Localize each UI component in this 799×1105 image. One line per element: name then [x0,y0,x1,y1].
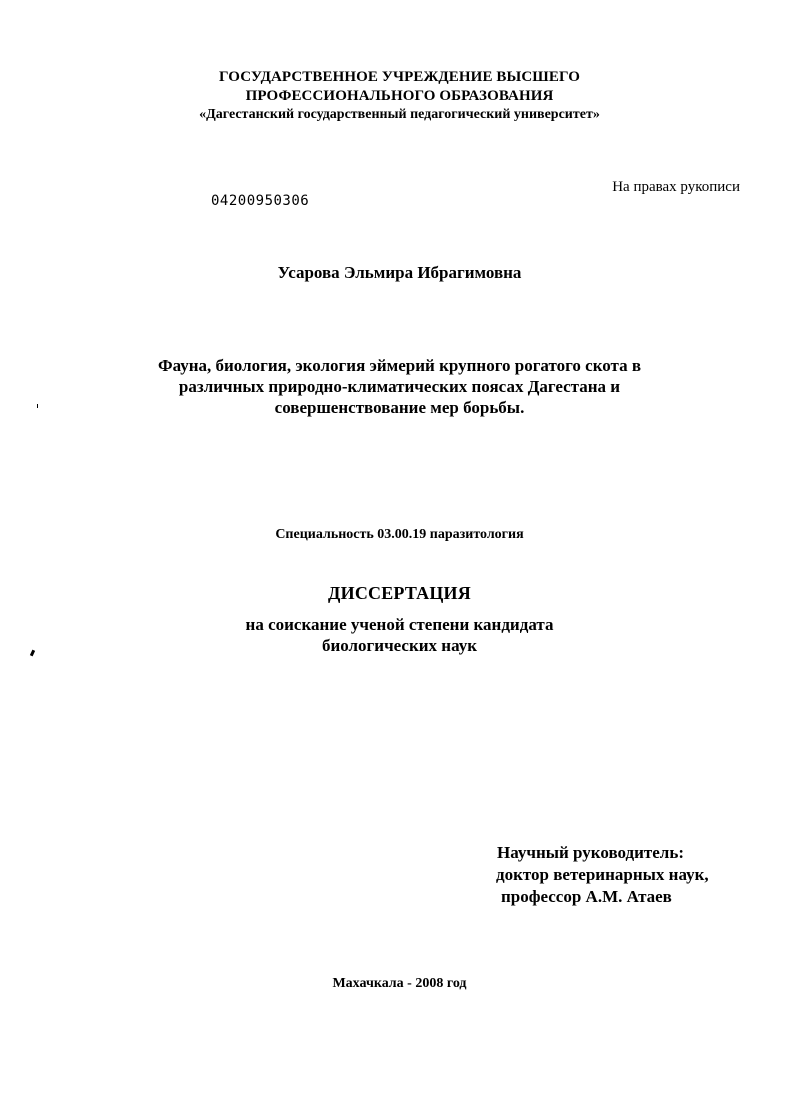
title-line-1: Фауна, биология, экология эймерий крупного рогатого скота в [157,356,642,375]
specialty-line: Специальность 03.00.19 паразитология [275,527,524,542]
institution-line-1: ГОСУДАРСТВЕННОЕ УЧРЕЖДЕНИЕ ВЫСШЕГО [219,69,580,85]
supervisor-name: профессор А.М. Атаев [501,887,672,906]
dissertation-title [0,355,799,418]
supervisor-label: Научный руководитель: [497,843,684,862]
rights-note: На правах рукописи [612,179,740,195]
institution-line-2: ПРОФЕССИОНАЛЬНОГО ОБРАЗОВАНИЯ [245,88,554,104]
degree-line-2: биологических наук [321,636,478,655]
supervisor-block [497,842,709,908]
degree-line-1: на соискание ученой степени кандидата [245,615,554,634]
author-name: Усарова Эльмира Ибрагимовна [277,263,522,282]
scan-speck [37,404,38,408]
university-name: «Дагестанский государственный педагогический университет» [199,107,600,122]
supervisor-degree: доктор ветеринарных наук, [496,865,709,884]
degree-block [0,614,799,656]
document-type: ДИССЕРТАЦИЯ [328,583,471,603]
catalog-number: 04200950306 [211,193,310,209]
title-line-2: различных природно-климатических поясах Дагестана и [178,377,621,396]
city-year: Махачкала - 2008 год [332,976,467,991]
title-line-3: совершенствование мер борьбы. [274,398,525,417]
